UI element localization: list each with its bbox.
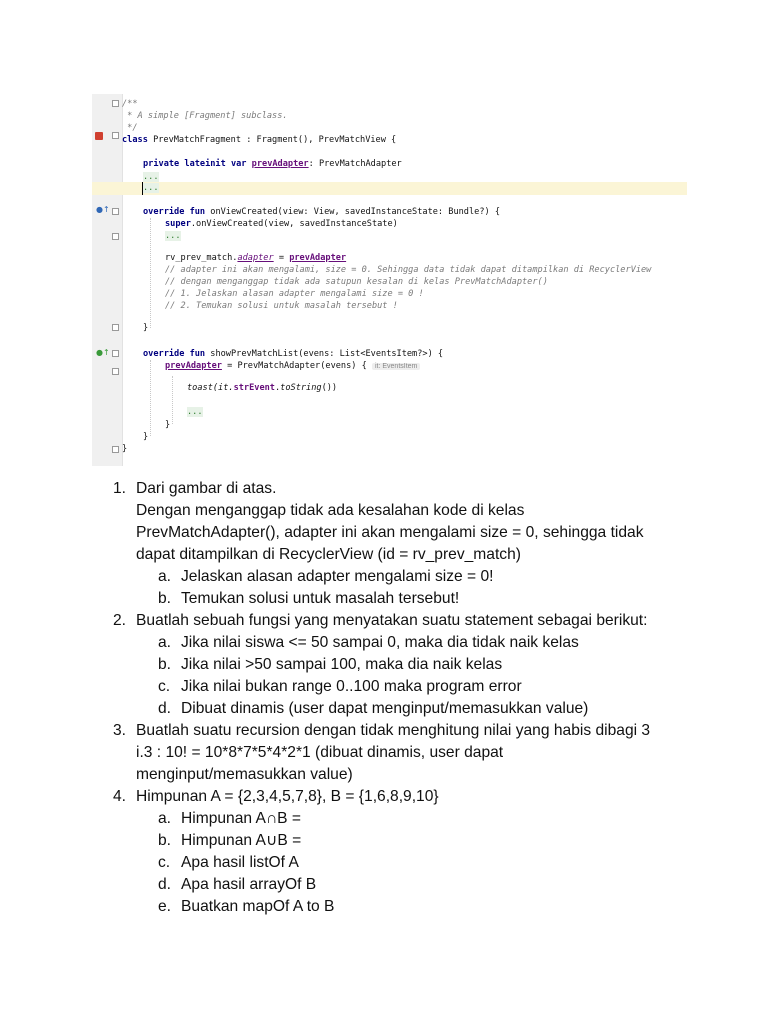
folded-code[interactable]: ... (143, 172, 159, 182)
implement-marker-icon: ●↑ (96, 348, 110, 357)
question-text: Dari gambar di atas. Dengan menganggap tidak ada kesalahan kode di kelas PrevMatchAdapter(), adapter ini akan mengalami size = 0, sehingga tidak dapat ditampilkan di RecyclerView (id = rv_prev_match) (136, 480, 644, 563)
code-line: override fun showPrevMatchList(evens: List<EventsItem?>) { (143, 349, 444, 359)
question-number: 1. (113, 480, 127, 497)
code-line: // adapter ini akan mengalami, size = 0. Sehingga data tidak dapat ditampilkan di RecyclerView (165, 265, 652, 275)
folded-code[interactable]: ... (143, 183, 159, 193)
code-line (92, 406, 687, 419)
code-line: // 2. Temukan solusi untuk masalah tersebut ! (165, 301, 398, 311)
override-marker-icon: ●↑ (96, 205, 110, 214)
question-number: 4. (113, 788, 127, 805)
code-line: } (143, 323, 149, 333)
question-number: 3. (113, 722, 127, 739)
question-text: Buatlah sebuah fungsi yang menyatakan suatu statement sebagai berikut: (136, 612, 648, 629)
code-line: } (165, 420, 171, 430)
code-line: } (122, 444, 128, 454)
code-line: // 1. Jelaskan alasan adapter mengalami size = 0 ! (165, 289, 424, 299)
code-line: rv_prev_match.adapter = prevAdapter (165, 253, 347, 263)
question-number: 2. (113, 612, 127, 629)
code-screenshot (92, 94, 687, 466)
code-line: prevAdapter = PrevMatchAdapter(evens) { it: EventsItem (92, 360, 687, 373)
question-text: Himpunan A = {2,3,4,5,7,8}, B = {1,6,8,9,10} (136, 788, 439, 805)
code-line: /** (122, 99, 138, 109)
code-line: super.onViewCreated(view, savedInstanceState) (165, 219, 398, 229)
folded-code[interactable]: ... (187, 407, 203, 417)
code-line: override fun onViewCreated(view: View, savedInstanceState: Bundle?) { (143, 207, 501, 217)
question-text: Buatlah suatu recursion dengan tidak menghitung nilai yang habis dibagi 3 i.3 : 10! = 10*8*7*5*4*2*1 (dibuat dinamis, user dapat menginput/memasukkan value) (136, 722, 651, 783)
code-line (92, 230, 687, 243)
code-line: // dengan menganggap tidak ada satupun kesalan di kelas PrevMatchAdapter() (165, 277, 548, 287)
code-line: * A simple [Fragment] subclass. (122, 111, 288, 121)
code-line: private lateinit var prevAdapter: PrevMatchAdapter (143, 159, 402, 169)
code-line: */ (122, 123, 138, 133)
folded-code[interactable]: ... (165, 231, 181, 241)
parameter-hint: it: EventsItem (372, 363, 420, 370)
code-line: } (143, 432, 149, 442)
code-line: class PrevMatchFragment : Fragment(), PrevMatchView { (122, 135, 397, 145)
code-line: toast(it.strEvent.toString()) (187, 383, 338, 393)
code-line-current (92, 182, 687, 195)
